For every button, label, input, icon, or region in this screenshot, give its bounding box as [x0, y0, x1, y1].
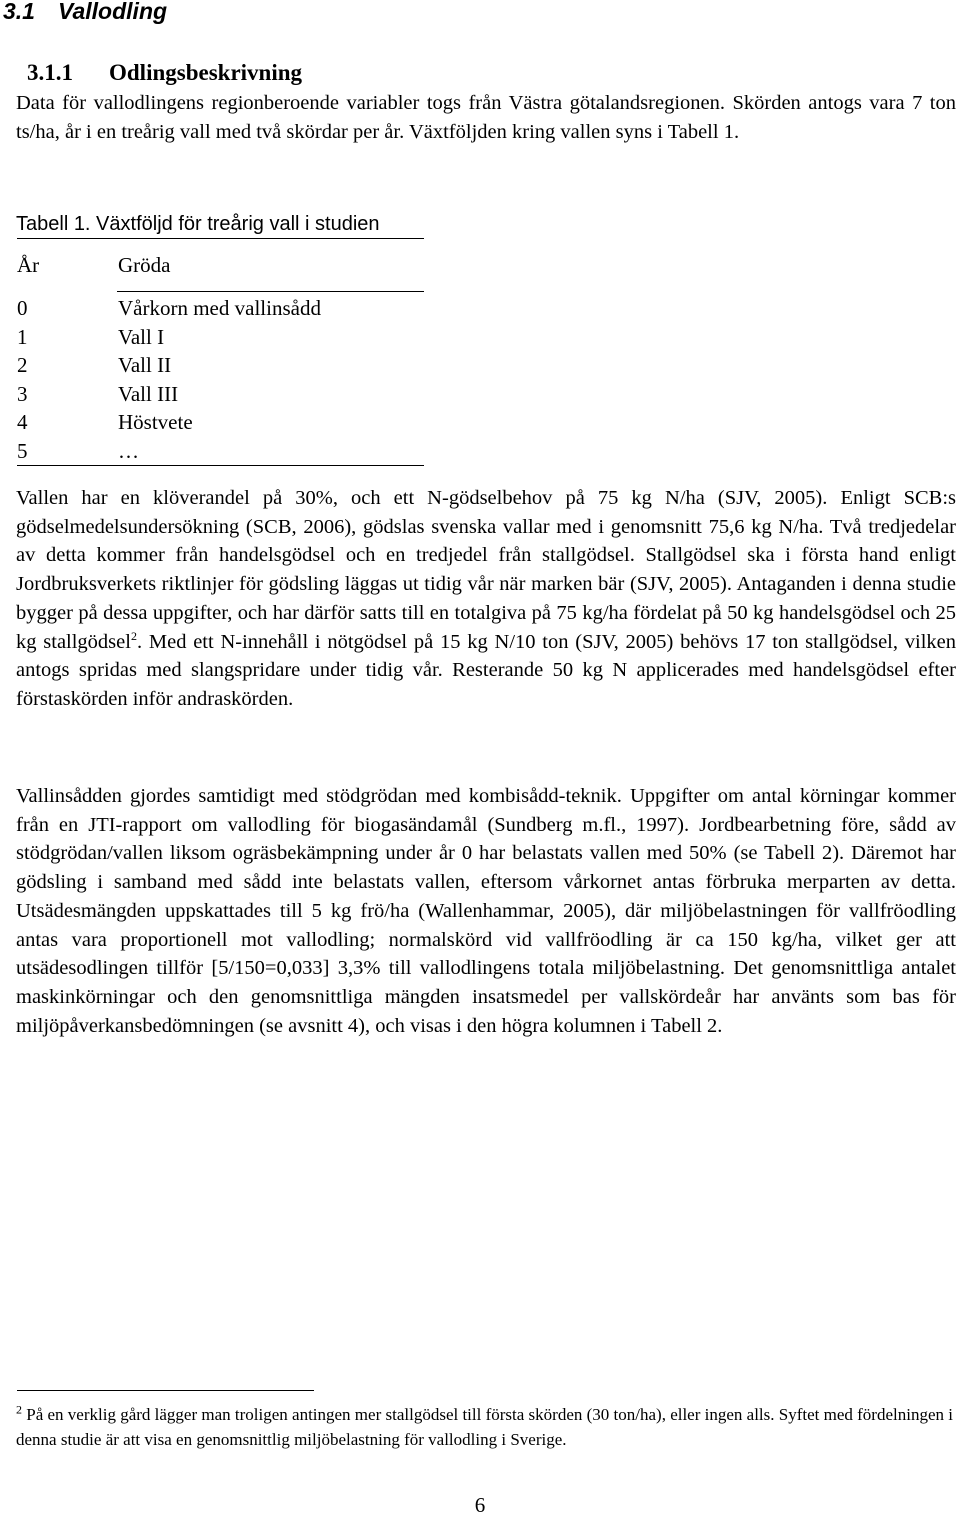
table-header-crop: Gröda: [118, 253, 171, 277]
table-cell-year: 3: [17, 381, 28, 406]
table-cell-crop: Vall II: [118, 353, 172, 377]
table-caption: Tabell 1. Växtföljd för treårig vall i studien: [16, 213, 380, 235]
table-cell-year: 4: [17, 410, 28, 434]
footnote-reference[interactable]: 2: [130, 628, 137, 643]
subsection-number: 3.1.1: [27, 60, 73, 85]
page-number: 6: [474, 1493, 486, 1517]
subsection-title: Odlingsbeskrivning: [109, 60, 303, 85]
paragraph-text: Enligt SCB:s gödselmedelsundersökning (SCB, 2006), gödslas svenska vallar med i genomsnitt 75,6 kg N/ha. Två tredjedelar av detta kommer från handelsgödsel och en tredjedel från stallgödsel. Stallgödsel ska i första hand enligt Jordbruksverkets riktlinjer för gödsling läggas ut tidig vår när marken bär (SJV, 2005). Antaganden i denna studie bygger på dessa uppgifter, och har därför satts till en totalgiva på 75 kg/ha fördelat på 50 kg handelsgödsel och 25 kg stallgödsel: [16, 487, 957, 653]
footnote-text: På en verklig gård lägger man troligen antingen mer stallgödsel till första skörden (30 ton/ha), eller ingen alls. Syftet med fördelningen i denna studie är att visa en genomsnittlig miljöbelastning för vallodling i Sverige.: [16, 1405, 953, 1449]
footnote-number: 2: [16, 1402, 22, 1417]
footnote-divider: [17, 1390, 314, 1391]
table-cell-year: 5: [17, 438, 28, 463]
paragraph-sowing: Vallinsådden gjordes samtidigt med stödgrödan med kombisådd-teknik. Uppgifter om antal körningar kommer från en JTI-rapport om vallodling för biogasändamål (Sundberg m.fl., 1997). Jordbearbetning före, sådd av stödgrödan/vallen liksom ogräsbekämpning under år 0 har belastats vallen med 50% (se Tabell 2). Däremot har gödsling i samband med sådd inte belastats vallen, eftersom vårkornet antas förbruka merparten av detta. Utsädesmängden uppskattades till 5 kg frö/ha (Wallenhammar, 2005), där miljöbelastningen för vallfröodling antas vara proportionell mot vallodling; normalskörd vid vallfröodling är ca 150 kg/ha, vilket ger att utsädesodlingen tillför [5/150=0,033] 3,3% till vallodlingens totala miljöbelastning. Det genomsnittliga antalet maskinkörningar och den genomsnittliga mängden insatsmedel per vallskördeår har använts som bas för miljöpåverkansbedömningen (se avsnitt 4), och visas i den högra kolumnen i Tabell 2.: [16, 785, 956, 1037]
table-cell-crop: Vall III: [118, 381, 179, 406]
table-row: [17, 437, 437, 466]
section-heading: [3, 0, 167, 26]
table-cell-crop: Vårkorn med vallinsådd: [118, 296, 321, 320]
table-header-rule: [117, 291, 424, 292]
table-cell-crop: Vall I: [118, 324, 165, 349]
table-bottom-rule: [17, 465, 424, 466]
table-row: [17, 294, 437, 323]
section-title: Vallodling: [58, 0, 168, 24]
table-cell-year: 0: [17, 296, 28, 320]
table-row: [17, 351, 437, 380]
table-cell-year: 1: [17, 324, 28, 349]
subsection-heading: [27, 58, 302, 88]
paragraph-intro: Data för vallodlingens regionberoende variabler togs från Västra götalandsregionen. Skörden antogs vara 7 ton ts/ha, år i en treårig vall med två skördar per år. Växtföljden kring vallen syns i Tabell 1.: [16, 92, 956, 143]
table-cell-crop: Höstvete: [118, 410, 193, 434]
paragraph-fertilization: [16, 484, 956, 714]
table-top-rule: [17, 238, 424, 239]
paragraph-lead-sentence: Vallen har en klöverandel på 30%, och ett N-gödselbehov på 75 kg N/ha (SJV, 2005).: [16, 487, 828, 509]
table-row: [17, 408, 437, 437]
table-header-year: År: [17, 253, 40, 277]
footnote: [16, 1402, 956, 1452]
table-cell-year: 2: [17, 353, 28, 377]
table-row: [17, 323, 437, 352]
paragraph-text-continued: . Med ett N-innehåll i nötgödsel på 15 kg N/10 ton (SJV, 2005) behövs 17 ton stallgödsel, vilken antogs spridas med slangspridare under tidig vår. Resterande 50 kg N applicerades med handelsgödsel efter förstaskörden inför andraskörden.: [16, 630, 957, 710]
section-number: 3.1: [3, 0, 35, 24]
table-cell-crop: …: [118, 438, 139, 463]
table-row: [17, 380, 437, 409]
